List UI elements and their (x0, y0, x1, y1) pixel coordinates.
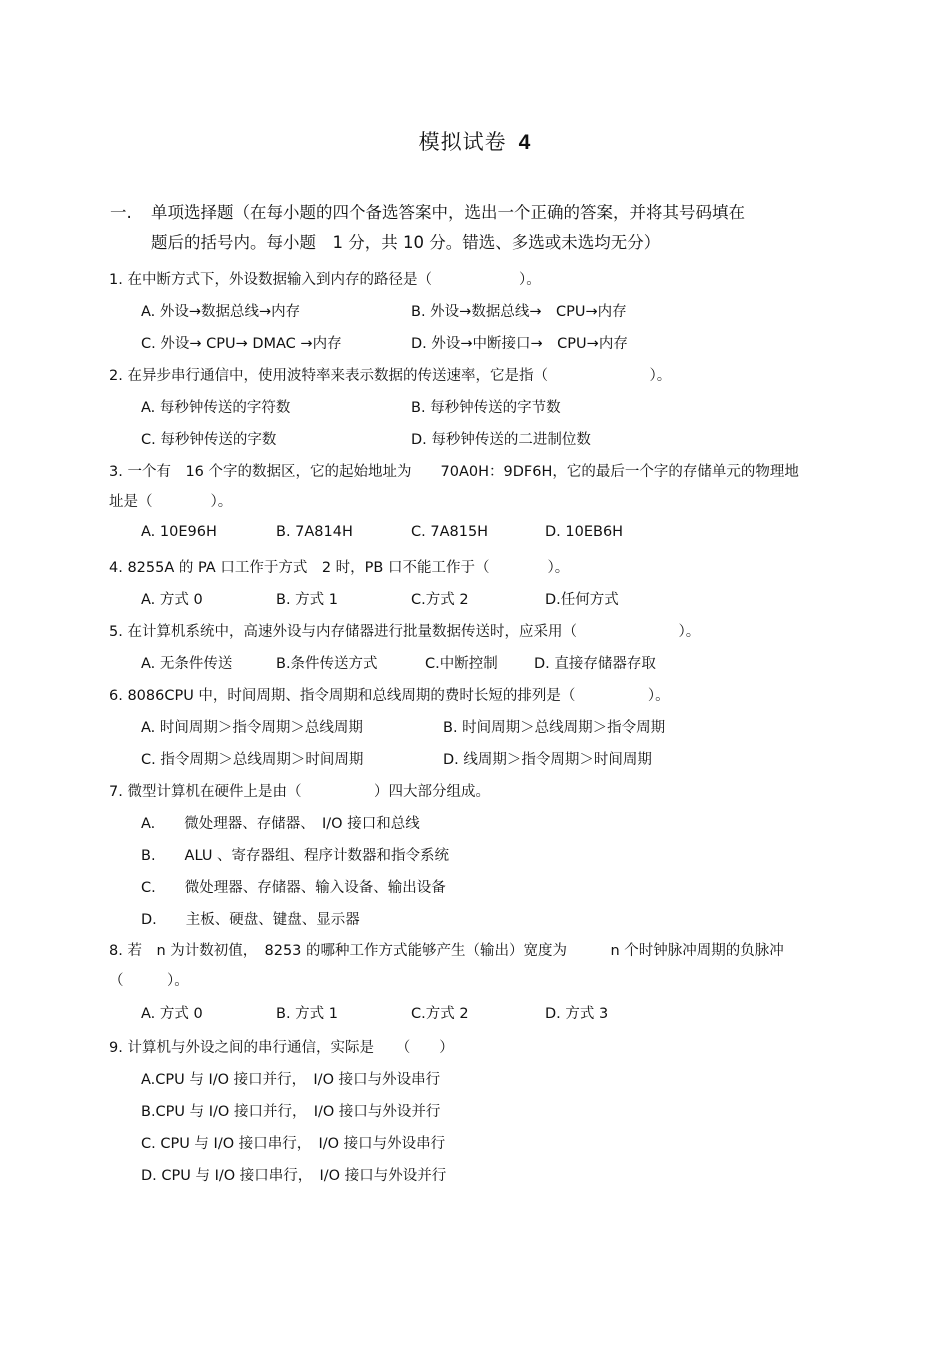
question-3-stem-continued: 址是（ ）。 (109, 494, 233, 510)
question-4-stem: 4. 8255A 的 PA 口工作于方式 2 时，PB 口不能工作于（ ）。 (109, 560, 570, 576)
section-number: 一. (110, 203, 132, 222)
question-6-option-b: B. 时间周期＞总线周期＞指令周期 (443, 720, 666, 736)
question-8-option-b: B. 方式 1 (276, 1006, 339, 1022)
question-8-option-a: A. 方式 0 (141, 1006, 203, 1022)
question-1-stem: 1. 在中断方式下，外设数据输入到内存的路径是（ ）。 (109, 272, 541, 288)
question-2-stem: 2. 在异步串行通信中，使用波特率来表示数据的传送速率，它是指（ ）。 (109, 368, 672, 384)
question-5-option-c: C.中断控制 (425, 656, 498, 672)
question-8-stem: 8. 若 n 为计数初值， 8253 的哪种工作方式能够产生（输出）宽度为 n 个时钟脉冲周期的负脉冲 (109, 943, 784, 959)
page-title (0, 126, 950, 156)
question-3-option-b: B. 7A814H (276, 524, 353, 540)
question-7-stem: 7. 微型计算机在硬件上是由（ ）四大部分组成。 (109, 784, 490, 800)
section-heading (110, 198, 830, 258)
question-6-stem: 6. 8086CPU 中，时间周期、指令周期和总线周期的费时长短的排列是（ ）。 (109, 688, 670, 704)
question-5-stem: 5. 在计算机系统中，高速外设与内存储器进行批量数据传送时，应采用（ ）。 (109, 624, 701, 640)
question-5-option-b: B.条件传送方式 (276, 656, 378, 672)
question-7-option-a: A. 微处理器、存储器、 I/O 接口和总线 (141, 816, 420, 832)
question-2-option-b: B. 每秒钟传送的字节数 (411, 400, 561, 416)
question-5-option-d: D. 直接存储器存取 (534, 656, 656, 672)
question-2-option-c: C. 每秒钟传送的字数 (141, 432, 277, 448)
question-3-option-c: C. 7A815H (411, 524, 489, 540)
question-9-option-a: A.CPU 与 I/O 接口并行， I/O 接口与外设串行 (141, 1072, 441, 1088)
question-4-option-d: D.任何方式 (545, 592, 619, 608)
title-number: 4 (518, 131, 532, 154)
question-9-option-b: B.CPU 与 I/O 接口并行， I/O 接口与外设并行 (141, 1104, 441, 1120)
question-6-option-a: A. 时间周期＞指令周期＞总线周期 (141, 720, 363, 736)
question-1-option-c: C. 外设→ CPU→ DMAC →内存 (141, 336, 342, 352)
question-9-option-c: C. CPU 与 I/O 接口串行， I/O 接口与外设串行 (141, 1136, 446, 1152)
question-8-stem-continued: （ ）。 (109, 973, 189, 989)
question-7-option-d: D. 主板、硬盘、键盘、显示器 (141, 912, 360, 928)
title-text: 模拟试卷 (418, 130, 507, 154)
question-8-option-d: D. 方式 3 (545, 1006, 609, 1022)
question-8-option-c: C.方式 2 (411, 1006, 469, 1022)
section-line-2: 题后的括号内。每小题 1 分，共 10 分。错选、多选或未选均无分） (151, 233, 661, 252)
section-line-1: 单项选择题（在每小题的四个备选答案中，选出一个正确的答案，并将其号码填在 (151, 203, 745, 222)
question-6-option-c: C. 指令周期＞总线周期＞时间周期 (141, 752, 364, 768)
question-3-stem: 3. 一个有 16 个字的数据区，它的起始地址为 70A0H：9DF6H，它的最后一个字的存储单元的物理地 (109, 464, 799, 480)
question-3-option-d: D. 10EB6H (545, 524, 624, 540)
question-5-option-a: A. 无条件传送 (141, 656, 233, 672)
question-1-option-a: A. 外设→数据总线→内存 (141, 304, 301, 320)
question-9-option-d: D. CPU 与 I/O 接口串行， I/O 接口与外设并行 (141, 1168, 447, 1184)
question-2-option-a: A. 每秒钟传送的字符数 (141, 400, 291, 416)
question-7-option-c: C. 微处理器、存储器、输入设备、输出设备 (141, 880, 446, 896)
question-4-option-b: B. 方式 1 (276, 592, 339, 608)
question-6-option-d: D. 线周期＞指令周期＞时间周期 (443, 752, 652, 768)
question-1-option-b: B. 外设→数据总线→ CPU→内存 (411, 304, 627, 320)
question-3-option-a: A. 10E96H (141, 524, 217, 540)
question-2-option-d: D. 每秒钟传送的二进制位数 (411, 432, 591, 448)
question-4-option-a: A. 方式 0 (141, 592, 203, 608)
question-4-option-c: C.方式 2 (411, 592, 469, 608)
question-7-option-b: B. ALU 、寄存器组、程序计数器和指令系统 (141, 848, 450, 864)
question-1-option-d: D. 外设→中断接口→ CPU→内存 (411, 336, 628, 352)
question-9-stem: 9. 计算机与外设之间的串行通信，实际是 （ ） (109, 1040, 454, 1056)
